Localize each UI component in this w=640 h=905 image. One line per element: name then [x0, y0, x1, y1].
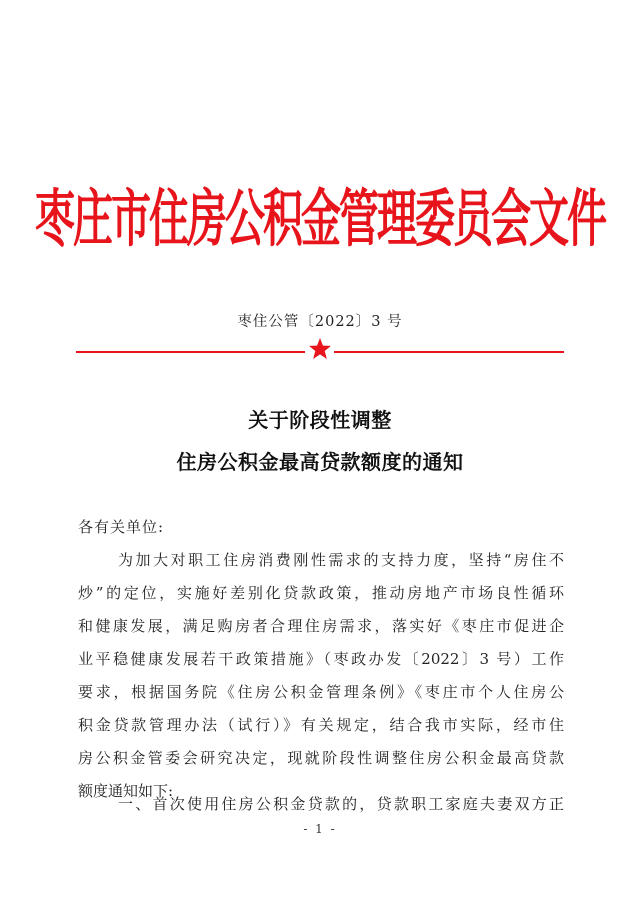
- salutation: 各有关单位:: [78, 518, 165, 536]
- body-line: 房公积金管委会研究决定，现就阶段性调整住房公积金最高贷款: [78, 749, 564, 767]
- body-line: 一、首次使用住房公积金贷款的，贷款职工家庭夫妻双方正: [118, 795, 564, 813]
- document-number: 枣住公管〔2022〕3 号: [237, 314, 403, 330]
- notice-title-line-2: 住房公积金最高贷款额度的通知: [176, 450, 464, 474]
- body-line: 要求，根据国务院《住房公积金管理条例》《枣庄市个人住房公: [78, 683, 564, 701]
- body-line: 业平稳健康发展若干政策措施》（枣政办发〔2022〕3 号）工作: [78, 650, 564, 668]
- page-number: - 1 -: [303, 822, 337, 836]
- masthead-title: 枣庄市住房公积金管理委员会文件: [35, 182, 605, 256]
- star-icon: [308, 337, 332, 361]
- body-line: 和健康发展，满足购房者合理住房需求，落实好《枣庄市促进企: [78, 617, 564, 635]
- body-line: 炒”的定位，实施好差别化贷款政策，推动房地产市场良性循环: [78, 584, 564, 602]
- notice-title-line-1: 关于阶段性调整: [248, 408, 392, 432]
- body-line: 额度通知如下:: [78, 782, 174, 800]
- divider-line-right: [334, 351, 564, 353]
- body-line: 积金贷款管理办法（试行）》有关规定，结合我市实际，经市住: [78, 716, 564, 734]
- divider-line-left: [76, 351, 305, 353]
- body-line: 为加大对职工住房消费刚性需求的支持力度，坚持“房住不: [118, 551, 564, 569]
